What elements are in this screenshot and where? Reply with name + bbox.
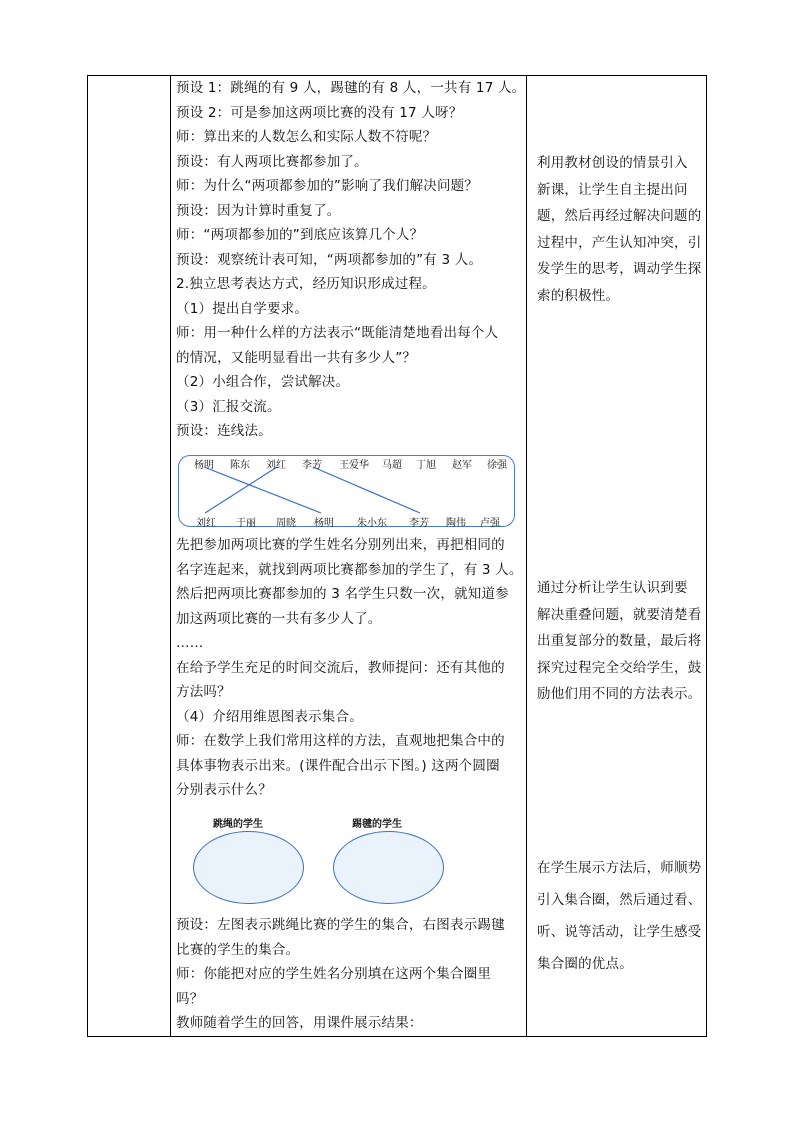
design-note-1 — [537, 150, 705, 309]
venn-right-circle — [333, 831, 444, 904]
name-matching-figure — [176, 451, 521, 533]
explanation-paragraph: 先把参加两项比赛的学生姓名分别列出来，再把相同的 名字连起来，就找到两项比赛都参加的学生了，有 3 人。 然后把两项比赛都参加的 3 名学生只数一次，就知道参 加这两项比赛的一共有多少人了。 — [176, 537, 523, 627]
question-paragraph: 师：用一种什么样的方法表示“既能清楚地看出每个人 的情况，又能明显看出一共有多少人”？ — [176, 325, 499, 366]
name-top-1: 杨明 — [194, 460, 214, 471]
preset-paragraph: 预设：左图表示跳绳比赛的学生的集合，右图表示踢毽 比赛的学生的集合。 — [176, 917, 505, 958]
text-line: 预设：有人两项比赛都参加了。 — [176, 153, 368, 170]
name-bottom-5: 朱小东 — [357, 518, 387, 529]
design-note-3 — [537, 852, 705, 980]
name-top-3: 刘红 — [266, 460, 286, 471]
match-line-lifang — [313, 467, 420, 513]
text-line: 教师随着学生的回答，用课件展示结果： — [176, 1015, 423, 1031]
name-top-2: 陈东 — [230, 460, 250, 471]
text-line: （2）小组合作，尝试解决。 — [176, 374, 350, 390]
text-line: 师：为什么“两项都参加的”影响了我们解决问题？ — [176, 178, 479, 194]
name-top-7: 丁旭 — [416, 460, 436, 471]
match-line-liuhong — [205, 467, 277, 513]
name-bottom-6: 李芳 — [409, 518, 429, 529]
name-top-8: 赵军 — [452, 460, 472, 471]
name-bottom-7: 陶伟 — [446, 518, 466, 529]
venn-left-label: 跳绳的学生 — [213, 819, 263, 830]
column-divider-2 — [526, 76, 527, 1036]
note-text-1: 利用教材创设的情景引入 新课，让学生自主提出问 题，然后再经过解决问题的 过程中，产生认知冲突，引 发学生的思考，调动学生探 索的积极性。 — [537, 155, 702, 304]
name-top-6: 马超 — [382, 460, 402, 471]
name-bottom-8: 卢强 — [480, 518, 500, 529]
text-line: 预设：因为计算时重复了。 — [176, 202, 341, 219]
name-bottom-4: 杨明 — [314, 518, 334, 529]
text-line: （1）提出自学要求。 — [176, 300, 309, 317]
process-bottom-block — [176, 913, 524, 1036]
name-bottom-1: 刘红 — [196, 518, 216, 529]
other-method-paragraph: 在给予学生充足的时间交流后，教师提问：还有其他的 方法吗？ — [176, 659, 505, 700]
design-note-2 — [537, 575, 705, 708]
process-middle-block — [176, 533, 524, 803]
section-heading: 2.独立思考表达方式，经历知识形成过程。 — [176, 276, 436, 292]
text-line: 预设 1：跳绳的有 9 人，踢毽的有 8 人，一共有 17 人。 — [176, 80, 526, 96]
note-text-2: 通过分析让学生认识到要 解决重叠问题，就要清楚看 出重复部分的数量，最后将 探究过程完全交给学生，鼓 励他们用不同的方法表示。 — [537, 580, 702, 702]
text-line: （3）汇报交流。 — [176, 398, 281, 415]
name-top-9: 徐强 — [487, 460, 507, 471]
name-bottom-2: 于丽 — [236, 518, 256, 529]
text-line: 师：“两项都参加的”到底应该算几个人？ — [176, 227, 424, 243]
fill-names-paragraph: 师：你能把对应的学生姓名分别填在这两个集合圈里 吗？ — [176, 966, 492, 1007]
name-top-4: 李芳 — [302, 460, 322, 471]
lesson-table — [87, 75, 707, 1037]
ellipsis: …… — [176, 635, 204, 651]
text-line: 预设：观察统计表可知，“两项都参加的”有 3 人。 — [176, 251, 483, 268]
process-top-block — [176, 76, 525, 444]
name-bottom-3: 周晓 — [276, 518, 296, 529]
note-text-3: 在学生展示方法后，师顺势 引入集合圈，然后通过看、 听、说等活动，让学生感受 集合圈的优点。 — [537, 860, 702, 972]
column-divider-1 — [170, 76, 171, 1036]
venn-intro-heading: （4）介绍用维恩图表示集合。 — [176, 708, 363, 725]
venn-left-circle — [193, 831, 304, 904]
teacher-paragraph: 师：在数学上我们常用这样的方法，直观地把集合中的 具体事物表示出来。(课件配合出示下图。) 这两个圆圈 分别表示什么？ — [176, 733, 505, 798]
match-line-yangming — [204, 467, 321, 513]
venn-figure — [176, 809, 521, 909]
text-line: 预设 2：可是参加这两项比赛的没有 17 人呀？ — [176, 104, 463, 121]
text-line: 师：算出来的人数怎么和实际人数不符呢？ — [176, 129, 437, 145]
venn-right-label: 踢毽的学生 — [352, 819, 402, 830]
text-line: 预设：连线法。 — [176, 423, 272, 439]
name-top-5: 王爱华 — [339, 460, 369, 471]
